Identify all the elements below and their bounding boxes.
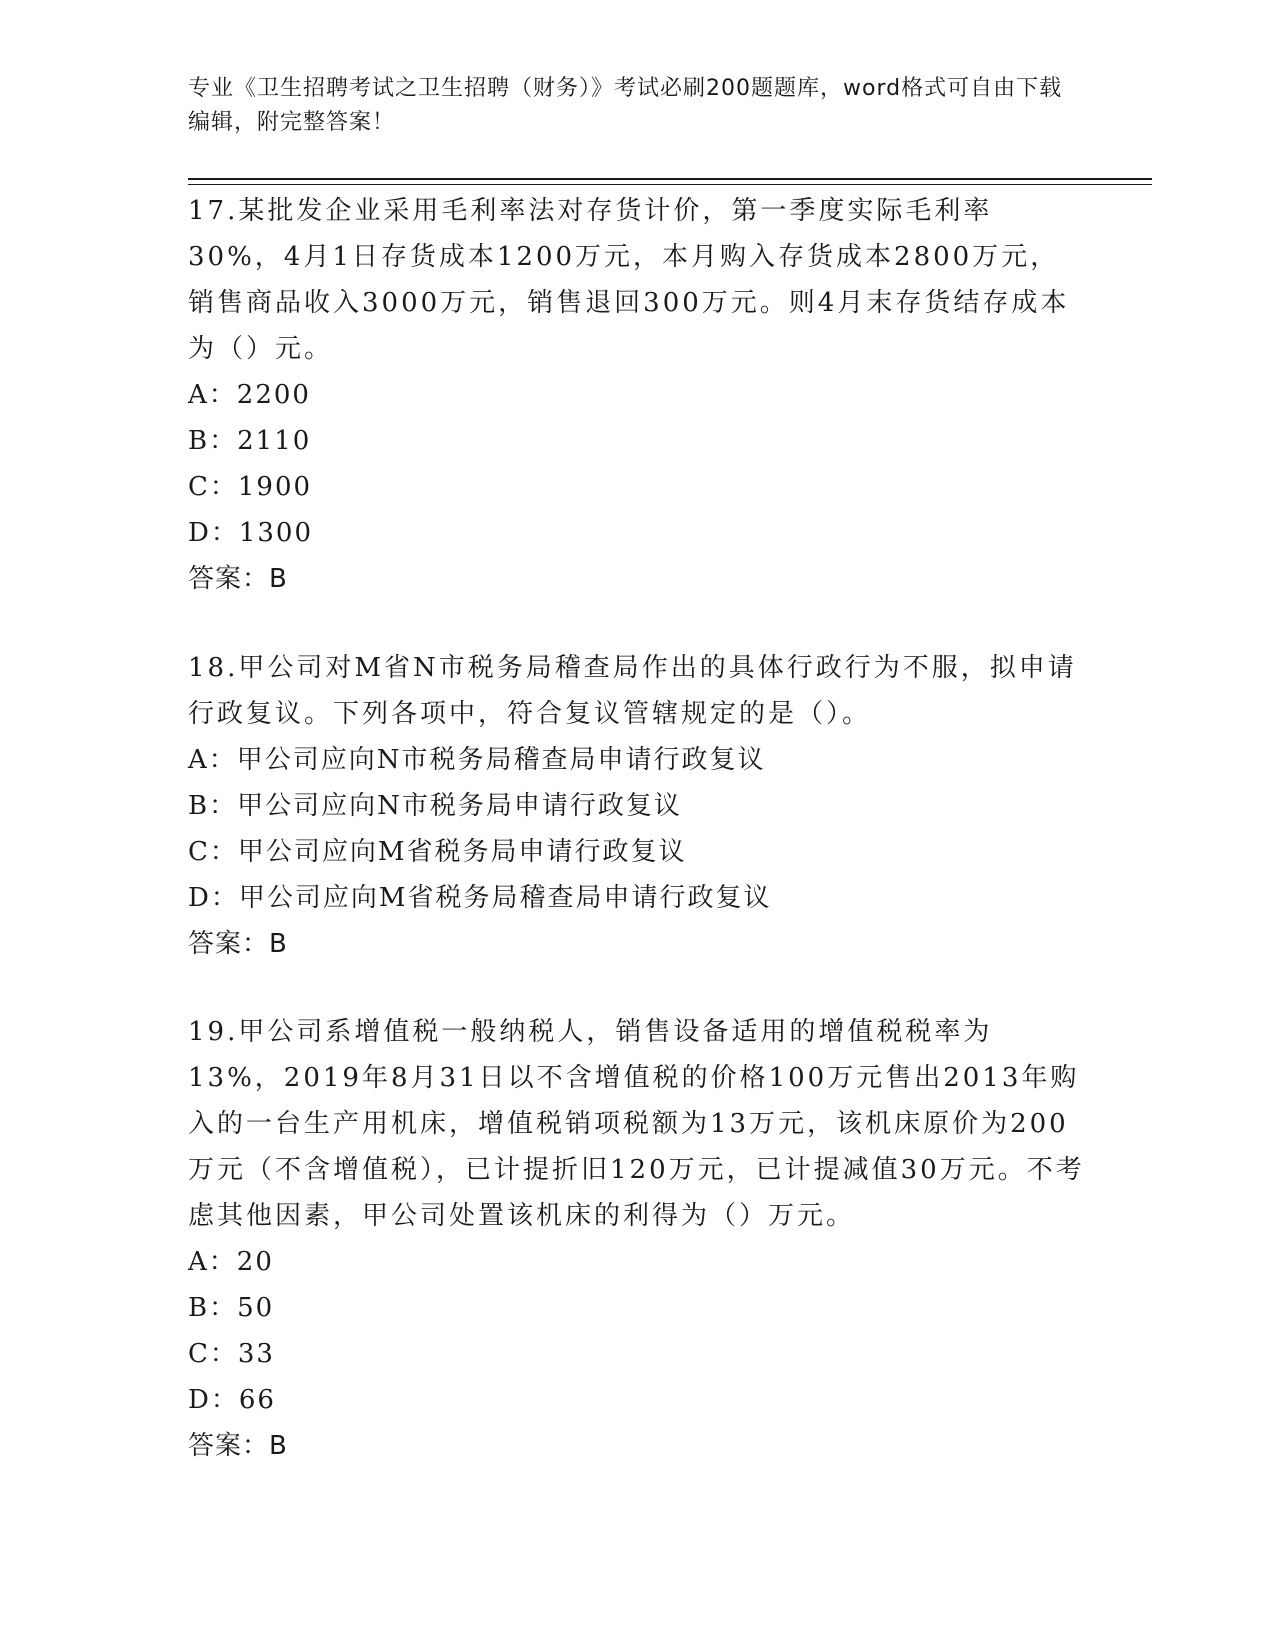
option-d: D：1300 bbox=[188, 518, 314, 548]
option-a: A：20 bbox=[188, 1247, 274, 1277]
option-a: A：甲公司应向N市税务局稽查局申请行政复议 bbox=[188, 745, 766, 775]
option-b: B：50 bbox=[188, 1293, 275, 1323]
answer: 答案：B bbox=[188, 1431, 288, 1461]
option-c: C：33 bbox=[188, 1339, 275, 1369]
question-text: 18.甲公司对M省N市税务局稽查局作出的具体行政行为不服，拟申请行政复议。下列各项中，符合复议管辖规定的是（）。 bbox=[188, 653, 1077, 729]
document-header: 专业《卫生招聘考试之卫生招聘（财务）》考试必刷200题题库，word格式可自由下载编辑，附完整答案！ bbox=[188, 76, 1063, 135]
header-divider-thin bbox=[188, 184, 1152, 185]
option-b: B：2110 bbox=[188, 426, 312, 456]
option-d: D：66 bbox=[188, 1385, 276, 1415]
question-19 bbox=[188, 1009, 1088, 1469]
option-b: B：甲公司应向N市税务局申请行政复议 bbox=[188, 791, 682, 821]
option-c: C：1900 bbox=[188, 472, 313, 502]
header-divider-thick bbox=[188, 178, 1152, 180]
question-text: 17.某批发企业采用毛利率法对存货计价，第一季度实际毛利率30%，4月1日存货成本1200万元，本月购入存货成本2800万元，销售商品收入3000万元，销售退回300万元。则4月末存货结存成本为（）元。 bbox=[188, 196, 1070, 364]
question-text: 19.甲公司系增值税一般纳税人，销售设备适用的增值税税率为13%，2019年8月31日以不含增值税的价格100万元售出2013年购入的一台生产用机床，增值税销项税额为13万元，该机床原价为200万元（不含增值税），已计提折旧120万元，已计提减值30万元。不考虑其他因素，甲公司处置该机床的利得为（）万元。 bbox=[188, 1017, 1085, 1231]
option-a: A：2200 bbox=[188, 380, 311, 410]
question-17 bbox=[188, 188, 1088, 602]
option-c: C：甲公司应向M省税务局申请行政复议 bbox=[188, 837, 687, 867]
option-d: D：甲公司应向M省税务局稽查局申请行政复议 bbox=[188, 883, 772, 913]
answer: 答案：B bbox=[188, 564, 288, 594]
answer: 答案：B bbox=[188, 929, 288, 959]
question-18 bbox=[188, 645, 1088, 967]
